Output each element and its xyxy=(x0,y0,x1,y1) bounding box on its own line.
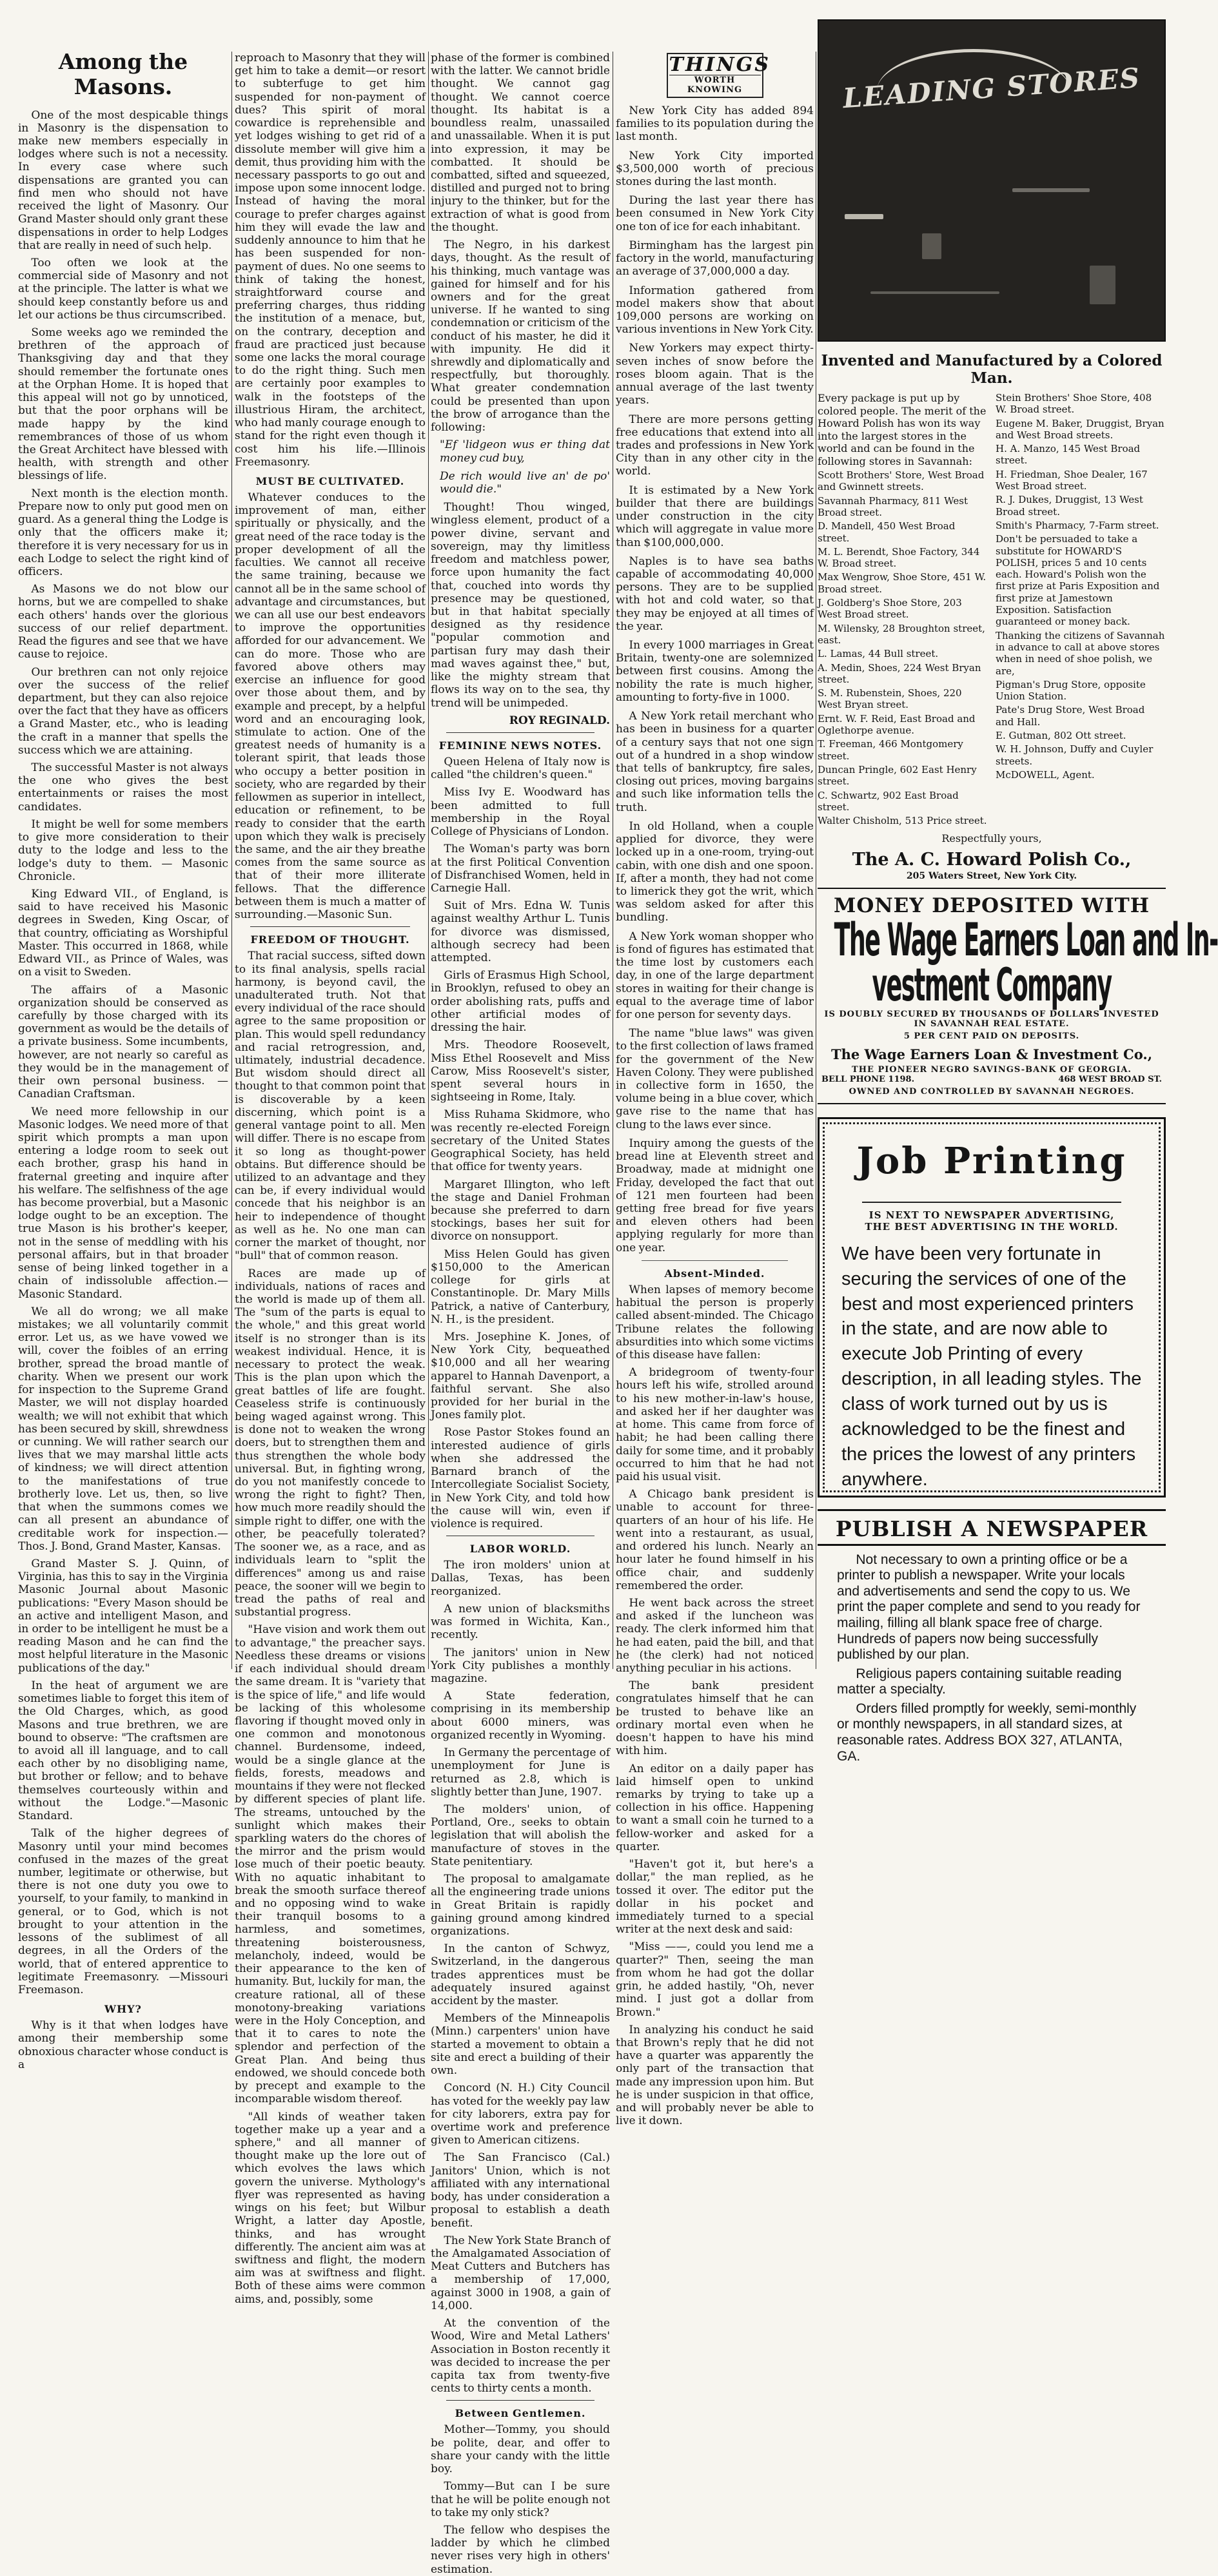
polish-ad-headline: Invented and Manufactured by a Colored Man. xyxy=(821,352,1163,387)
paragraph: Miss Ruhama Skidmore, who was recently re-elected Foreign secretary of the United States Geographical Society, has held that office for twenty years. xyxy=(431,1108,610,1174)
paragraph: When lapses of memory become habitual the person is properly called absent-minded. The Chicago Tribune relates the following absurdities into which some victims of this disease have fallen: xyxy=(616,1283,814,1361)
store-listing: McDOWELL, Agent. xyxy=(996,768,1095,781)
paragraph: Concord (N. H.) City Council has voted for the weekly pay law for city laborers, extra pay for overtime work and preference given to American citizens. xyxy=(431,2082,610,2147)
paragraph: The janitors' union in New York City publishes a monthly magazine. xyxy=(431,1646,610,1685)
store-listing: D. Mandell, 450 West Broad street. xyxy=(818,520,956,544)
store-listing: Pate's Drug Store, West Broad and Hall. xyxy=(996,704,1145,728)
paragraph: The iron molders' union at Dallas, Texas, has been reorganized. xyxy=(431,1559,610,1598)
store-listing: H. Friedman, Shoe Dealer, 167 West Broad street. xyxy=(996,468,1148,493)
list-item: The name "blue laws" was given to the first collection of laws framed for the government of the New Haven Colony. They were published in collective form in 1650, the volume being in a blue cover, which gave rise to the name that has clung to the laws ever since. xyxy=(616,1027,814,1131)
column-three xyxy=(431,52,610,2576)
bank-contact-row xyxy=(818,1075,1166,1084)
store-listing: Stein Brothers' Shoe Store, 408 W. Broad street. xyxy=(996,392,1152,416)
company-address: 205 Waters Street, New York City. xyxy=(906,871,1077,882)
divider xyxy=(642,1260,788,1261)
bank-ownership: OWNED AND CONTROLLED BY SAVANNAH NEGROES. xyxy=(849,1086,1135,1097)
job-printing-advertisement xyxy=(818,1117,1166,1498)
paragraph: reproach to Masonry that they will get him to take a demit—or resort to subterfuge to get him suspended for non-payment of dues? This spirit of moral cowardice is reprehensible and yet lodges wishing to get rid of a dissolute member will give him a demit, thus providing him with the necessary passports to go out and impose upon some innocent lodge. Instead of having the moral courage to prefer charges against him they will evade the law and suddenly announce to him that he has been suspended for non-payment of dues. No one seems to think of taking the honest, straightforward course and preferring charges, thus ridding the institution of a menace, but, on the contrary, deception and fraud are practiced just because some one lacks the moral courage to do the right thing. Such men are certainly poor examples to walk in the footsteps of the illustrious Hiram, the architect, who had manly courage enough to stand for the right even though it cost him his life.—Illinois Freemasonry. xyxy=(235,52,426,469)
list-item: Birmingham has the largest pin factory in the world, manufacturing an average of 37,000,000 a day. xyxy=(616,239,814,278)
paragraph: Orders filled promptly for weekly, semi-monthly or monthly newspapers, in all standard sizes, at reasonable rates. Address BOX 327, ATLANTA, GA. xyxy=(837,1701,1137,1764)
paragraph: In the heat of argument we are sometimes liable to forget this item of the Old Charges, which, as good Masons and true brethren, we are bound to observe: "The craftsmen are to avoid all ill language, and to call each other by no disobliging name, but brother or fellow; and to behave themselves courteously within and without the Lodge."—Masonic Standard. xyxy=(18,1679,228,1823)
store-listing: M. Wilensky, 28 Broughton street, east. xyxy=(818,622,985,646)
section-heading: WHY? xyxy=(104,2003,142,2016)
paragraph: One of the most despicable things in Masonry is the dispensation to make new members especially in lodges where such is not a necessity. In every case where such dispensations are granted you can find men who should not have received the light of Masonry. Our Grand Master should only grant these dispensations in order to help Lodges that are really in need of such help. xyxy=(18,108,228,252)
paragraph: That racial success, sifted down to its final analysis, spells racial harmony, is beyond cavil, the unadulterated truth. Not that every individual of the race should agree to the same proposition or plan. This would spell redundancy and racial retrogression, and, ultimately, industrial decadence. But wisdom should direct all thought to that common point that is discoverable by a keen discerning, which point is a general vantage point to all. Men will differ. There is no escape from it so long as thought-power obtains. But difference should be utilized to an advantage and they can be, if every individual would concede that his neighbor is an heir to independence of thought as well as he. No one man can corner the market of thought, nor "bull" that of common reason. xyxy=(235,950,426,1263)
photo-detail xyxy=(922,233,941,259)
polish-ad-body xyxy=(818,392,1166,828)
paragraph: Thought! Thou winged, wingless element, product of a power divine, servant and sovereign, may thy limitless freedom and matchless power, force upon humanity the fact that, couched into words thy presence may be questioned, but in that habitat specially designed as thy residence "popular commotion and partisan fury may dash their mad waves against thee," but, like the mighty stream that flows its way on to the sea, thy trend will be unimpeded. xyxy=(431,501,610,710)
paragraph: Races are made up of individuals, nations of races and the world is made up of them all. The "sum of the parts is equal to the whole," and this great world itself is no stronger than is its weakest individual. Hence, it is necessary to protect the weak. This is the plan upon which the great battles of life are fought. Ceaseless strife is continuously being waged against wrong. This is done not to weaken the wrong doers, but to strengthen them and thus strengthen the whole body universal. But, in fighting wrong, do you not manifestly concede to wrong the right to fight? Then, how much more readily should the simple right to differ, one with the other, be peacefully tolerated? The sooner we, as a race, and as individuals learn to "split the differences" among us and raise peace, the sooner will we begin to tread the paths of real and substantial progress. xyxy=(235,1267,426,1619)
photo-detail xyxy=(1090,266,1115,304)
things-worth-knowing-header xyxy=(667,53,771,98)
section-heading: FEMININE NEWS NOTES. xyxy=(438,739,602,752)
store-listing: Thanking the citizens of Savannah in advance to call at above stores when in need of shoe polish, we are, xyxy=(996,629,1165,677)
divider xyxy=(446,2400,594,2401)
list-item: Naples is to have sea baths capable of accommodating 40,000 persons. They are to be supplied with hot and cold water, so that they may be enjoyed at all times of the year. xyxy=(616,554,814,633)
header-subtitle: WORTH KNOWING xyxy=(669,75,761,95)
paragraph: The affairs of a Masonic organization should be conserved as carefully by those charged with its government as would be the details of a private business. Some incumbents, however, are not nearly so careful as they would be in the management of their own personal business. — Canadian Craftsman. xyxy=(18,983,228,1101)
list-item: In old Holland, when a couple applied for divorce, they were locked up in a one-room, trying-out cabin, with one dish and one spoon. If, after a month, they had not come to limerick they got the writ, which was seldom asked for after this bundling. xyxy=(616,819,814,924)
paragraph: Some weeks ago we reminded the brethren of the approach of Thanksgiving day and that they should remember the fortunate ones at the Orphan Home. It is hoped that this appeal will not go by unnoticed, but that the poor orphans will be made happy by the kind remembrances of those of us whom the Great Architect have blessed with health, with strength and other blessings of life. xyxy=(18,326,228,483)
paragraph: The San Francisco (Cal.) Janitors' Union, which is not affiliated with any international body, has under consideration a proposal to establish a death benefit. xyxy=(431,2151,610,2230)
section-heading: FREEDOM OF THOUGHT. xyxy=(250,933,410,946)
job-printing-title: Job Printing xyxy=(856,1139,1127,1182)
bank-ad-security: IS DOUBLY SECURED BY THOUSANDS OF DOLLARS INVESTED IN SAVANNAH REAL ESTATE. xyxy=(824,1009,1159,1029)
paragraph: Girls of Erasmus High School, in Brooklyn, refused to obey an order abolishing rats, puffs and other artificial modes of dressing the hair. xyxy=(431,969,610,1035)
section-heading: MUST BE CULTIVATED. xyxy=(255,475,405,487)
paragraph: A bridegroom of twenty-four hours left his wife, strolled around to his new mother-in-law's house, and asked her if her daughter was at home. This came from force of habit; he had been calling there daily for some time, and it probably occurred to him that he had not paid his usual visit. xyxy=(616,1366,814,1483)
bank-name-line-2: vestment Company xyxy=(872,958,1112,1011)
paragraph: Not necessary to own a printing office or be a printer to publish a newspaper. Write your locals and advertisements and send the copy to us. We print the paper complete and send to you ready for mailing, filling all blank space free of charge. Hundreds of papers now being successfully published by our plan. xyxy=(837,1552,1141,1663)
paragraph: The New York State Branch of the Amalgamated Association of Meat Cutters and Butchers has a membership of 17,000, against 3000 in 1908, a gain of 14,000. xyxy=(431,2234,610,2312)
paragraph: Mother—Tommy, you should be polite, dear, and offer to share your candy with the little boy. xyxy=(431,2423,610,2476)
paragraph: Miss Helen Gould has given $150,000 to the American college for girls at Constantinople. Dr. Mary Mills Patrick, a native of Canterbury, N. H., is the president. xyxy=(431,1247,610,1326)
paragraph: phase of the former is combined with the latter. We cannot bridle thought. We cannot gag thought. We cannot coerce thought. Its habitat is a boundless realm, unassailed and unassailable. When it is put into expression, it may be combatted. It should be combatted, sifted and squeezed, distilled and purged not to bring injury to the thinker, but for the extraction of what is good from the thought. xyxy=(431,52,610,234)
store-listing: Scott Brothers' Store, West Broad and Gwinnett streets. xyxy=(818,469,985,493)
paragraph: A new union of blacksmiths was formed in Wichita, Kan., recently. xyxy=(431,1602,610,1642)
store-listing: A. Medin, Shoes, 224 West Bryan street. xyxy=(818,661,981,685)
paragraph: The Negro, in his darkest days, thought. As the result of his thinking, much vantage was gained for himself and for his owners and for the great universe. If he wanted to sing condemnation or criticism of the conduct of his master, he did it with impunity. He did it shrewdly and diplomatically and respectfully, but thoroughly. What greater condemnation could be presented than upon the brow of arrogance than the following: xyxy=(431,239,610,434)
divider xyxy=(818,1544,1166,1546)
paragraph: As Masons we do not blow our horns, but we are compelled to shake each others' hands over the glorious success of our relief department. Read the figures and see that we have cause to rejoice. xyxy=(18,583,228,661)
divider xyxy=(250,926,410,927)
paragraph: We all do wrong; we all make mistakes; we all voluntarily commit error. Let us, as we have vowed we will, cover the foibles of an erring brother, spread the broad mantle of charity. When we present our work for inspection to the Supreme Grand Master, we will not display hoarded wealth; we will not exhibit that which has been secured by skill, shrewdness or cunning. We will rather search our lives that we may marshal little acts of kindness; we will direct attention to the manifestations of true brotherly love. Let us, then, so live that when the summons comes we can all present an abundance of creditable work for inspection.—Thos. J. Bond, Grand Master, Kansas. xyxy=(18,1305,228,1553)
paragraph: Talk of the higher degrees of Masonry until your mind becomes confused in the mazes of the great number, legitimate or otherwise, but there is not one duty you owe to yourself, to your family, to mankind in general, or to God, which is not brought to your attention in the lessons of the sublimest of all degrees, in all the Orders of the world, that of entered apprentice to legitimate Freemasonry. —Missouri Freemason. xyxy=(18,1827,228,1996)
list-item: In every 1000 marriages in Great Britain, twenty-one are solemnized between first cousins. Among the nobility the rate is much higher, amounting to forty-five in 1000. xyxy=(616,639,814,704)
bank-ad-headline: MONEY DEPOSITED WITH xyxy=(834,894,1150,918)
list-item: A New York retail merchant who has been in business for a quarter of a century says that not one sign out of a hundred in a shop window that tells of bankruptcy, fire sales, closing out prices, moving bargains and such like information tells the truth. xyxy=(616,710,814,814)
list-item: New Yorkers may expect thirty-seven inches of snow before the roses bloom again. That is the annual average of the last twenty years. xyxy=(616,342,814,407)
verse-line: De rich would live an' de po' would die." xyxy=(440,469,610,496)
list-item: During the last year there has been consumed in New York City one ton of ice for each inhabitant. xyxy=(616,194,814,233)
list-item: It is estimated by a New York builder that there are buildings under construction in the city which will aggregate in value more than $100,000,000. xyxy=(616,483,814,549)
company-name: The A. C. Howard Polish Co., xyxy=(852,850,1132,870)
paragraph: The bank president congratulates himself that he can be trusted to behave like an ordinary mortal even when he doesn't happen to have his mind with him. xyxy=(616,1679,814,1758)
paragraph: Miss Ivy E. Woodward has been admitted to full membership in the Royal College of Physicians of London. xyxy=(431,786,610,839)
paragraph: "Haven't got it, but here's a dollar," the man replied, as he tossed it over. The editor put the dollar in his pocket and immediately turned to a special writer at the next desk and said: xyxy=(616,1858,814,1937)
paragraph: It might be well for some members to give more consideration to their duty to the lodge and less to the lodge's duty to them. — Masonic Chronicle. xyxy=(18,817,228,883)
store-listing: C. Schwartz, 902 East Broad street. xyxy=(818,789,959,813)
paragraph: Rose Pastor Stokes found an interested audience of girls when she addressed the Barnard branch of the Intercollegiate Socialist Society, in New York City, and told how the cause will win, even if violence is required. xyxy=(431,1426,610,1530)
bank-advertisement xyxy=(818,888,1218,1104)
ad-closing: Respectfully yours, xyxy=(941,832,1042,845)
paragraph: Suit of Mrs. Edna W. Tunis against wealthy Arthur L. Tunis for divorce was dismissed, although secrecy had been attempted. xyxy=(431,899,610,965)
paragraph: Religious papers containing suitable reading matter a specialty. xyxy=(837,1666,1122,1697)
paragraph: "All kinds of weather taken together make up a year and a sphere," and all manner of thought make up the lore out of which evolves the laws which govern the universe. Mythology's flyer was represented as having wings on his feet; but Wilbur Wright, a latter day Apostle, thinks, and has wrought differently. The ancient aim was at swiftness and flight, the modern aim was at swiftness and flight. Both of these aims were common aims, and, possibly, some xyxy=(235,2110,426,2306)
list-item: There are more persons getting free educations that extend into all trades and professions in New York City than in any other city in the world. xyxy=(616,413,814,478)
list-item: New York City imported $3,500,000 worth of precious stones during the last month. xyxy=(616,149,814,189)
bank-company-name: The Wage Earners Loan & Investment Co., xyxy=(830,1046,1153,1062)
list-item: Inquiry among the guests of the bread line at Eleventh street and Broadway, made at midnight one Friday, developed the fact that out of 121 men fourteen had been getting free bread for five years and eleven others had been applying regularly for more than one year. xyxy=(616,1137,814,1254)
leading-stores-photo xyxy=(818,19,1166,342)
paragraph: He went back across the street and asked if the luncheon was ready. The clerk informed him that he had eaten, paid the bill, and that he (the clerk) had not noticed anything peculiar in his actions. xyxy=(616,1596,814,1675)
store-listing: R. J. Dukes, Druggist, 13 West Broad street. xyxy=(996,494,1143,518)
bank-phone: BELL PHONE 1198. xyxy=(821,1074,915,1084)
paragraph: The molders' union, of Portland, Ore., seeks to obtain legislation that will abolish the manufacture of stoves in the State penitentiary. xyxy=(431,1802,610,1868)
photo-detail xyxy=(845,214,883,219)
publish-newspaper-advertisement xyxy=(818,1509,1166,1764)
column-rule xyxy=(231,52,232,1669)
bank-pioneer: THE PIONEER NEGRO SAVINGS-BANK OF GEORGIA. xyxy=(852,1064,1132,1075)
store-listing: S. M. Rubenstein, Shoes, 220 West Bryan street. xyxy=(818,687,962,711)
byline: ROY REGINALD. xyxy=(509,714,610,727)
job-printing-body: We have been very fortunate in securing the services of one of the best and most experienced printers in the state, and are now able to execute Job Printing of every description, in all leading styles. The class of work turned out by us is acknowledged to be the finest and the prices the lowest of any printers anywhere. xyxy=(841,1243,1142,1490)
advertisements-column xyxy=(818,19,1218,1764)
paragraph: Margaret Illington, who left the stage and Daniel Frohman because she preferred to darn stockings, bases her suit for divorce on nonsupport. xyxy=(431,1178,610,1244)
store-listing: M. L. Berendt, Shoe Factory, 344 W. Broad street. xyxy=(818,545,980,570)
store-listing: Max Wengrow, Shoe Store, 451 W. Broad street. xyxy=(818,571,987,595)
bank-address: 468 WEST BROAD ST. xyxy=(1058,1074,1162,1084)
bank-ad-interest: 5 PER CENT PAID ON DEPOSITS. xyxy=(903,1031,1080,1041)
paragraph: An editor on a daily paper has laid himself open to unkind remarks by trying to take up a collection in his office. Happening to want a small coin he turned to a fellow-worker and asked for a quarter. xyxy=(616,1762,814,1853)
store-listing: Ernt. W. F. Reid, East Broad and Oglethorpe avenue. xyxy=(818,712,976,737)
store-listing: J. Goldberg's Shoe Store, 203 West Broad street. xyxy=(818,597,962,621)
paragraph: "Miss ——, could you lend me a quarter?" Then, seeing the man from whom he had got the dollar grin, he added hastily, "Oh, never mind. I just got a dollar from Brown." xyxy=(616,1940,814,2019)
paragraph: The fellow who despises the ladder by which he climbed never rises very high in others' estimation. xyxy=(431,2523,610,2576)
paragraph: Queen Helena of Italy now is called "the children's queen." xyxy=(431,755,610,782)
paragraph: Next month is the election month. Prepare now to only put good men on guard. As a general thing the Lodge is only that the officers make it; therefore it is very necessary for us in each Lodge to select the right kind of officers. xyxy=(18,487,228,578)
store-list-left xyxy=(818,392,988,828)
paragraph: In Germany the percentage of unemployment for June is returned as 2.8, which is slightly better than June, 1907. xyxy=(431,1746,610,1799)
store-listing: H. A. Manzo, 145 West Broad street. xyxy=(996,443,1141,467)
section-heading: LABOR WORLD. xyxy=(469,1543,571,1556)
paragraph: Tommy—But can I be sure that he will be polite enough not to take my only stick? xyxy=(431,2480,610,2519)
list-item: A New York woman shopper who is fond of figures has estimated that the time lost by customers each day, in one of the large department stores in waiting for their change is equal to the average time of labor for one person for seventy days. xyxy=(616,930,814,1021)
paragraph: In analyzing his conduct he said that Brown's reply that he did not have a quarter was apparently the only part of the transaction that made any impression upon him. But he is under suspicion in that office, and will probably never be able to live it down. xyxy=(616,2023,814,2128)
store-listing: Savannah Pharmacy, 811 West Broad street. xyxy=(818,494,968,518)
paragraph: A Chicago bank president is unable to account for three-quarters of an hour of his life. He went into a restaurant, as usual, and ordered his lunch. Nearly an hour later he found himself in his office chair, and suddenly remembered the order. xyxy=(616,1488,814,1592)
bank-name-line-1: The Wage Earners Loan and In- xyxy=(834,913,1218,967)
store-listing: W. H. Johnson, Duffy and Cuyler streets. xyxy=(996,743,1154,767)
divider xyxy=(862,1202,1121,1203)
paragraph: Why is it that when lodges have among their membership some obnoxious character whose conduct is a xyxy=(18,2019,228,2071)
store-listing: Eugene M. Baker, Druggist, Bryan and West Broad streets. xyxy=(996,417,1164,441)
section-heading: Between Gentlemen. xyxy=(455,2407,586,2420)
polish-ad-intro: Every package is put up by colored people. The merit of the Howard Polish has won its way into the largest stores in the world and can be found in the following stores in Savannah: xyxy=(818,392,987,467)
job-printing-tagline: IS NEXT TO NEWSPAPER ADVERTISING, xyxy=(869,1209,1115,1221)
column-rule xyxy=(428,52,429,1669)
paragraph: Too often we look at the commercial side of Masonry and not at the principle. The latter is what we should keep constantly before us and let our actions be thus circumscribed. xyxy=(18,256,228,322)
paragraph: "Have vision and work them out to advantage," the preacher says. Needless these dreams or visions if each individual should dream the same dream. It is "variety that is the spice of life," and life would be lacking of this wholesome flavoring if thought moved only in one common and monotonous channel. Burdensome, indeed, would be a single glance at the fields, forests, meadows and mountains if they were not flecked by different species of plant life. The streams, untouched by the sunlight which makes their sparkling waters do the chores of the mirror and the prism would lose much of their poetic beauty. With no aquatic inhabitant to break the smooth surface thereof and no opposing wind to wake their tranquil bosoms to a harmless, and sometimes, threatening boisterousness, melancholy, indeed, would be their appearance to the ken of humanity. But, luckily for man, the creature rational, all of these monotony-breaking variations were in the Holy Conception, and that it to cares to note the splendor and perfection of the Great Plan. And being thus endowed, we should concede both by precept and example to the incomparable wisdom thereof. xyxy=(235,1623,426,2106)
store-listing: Don't be persuaded to take a substitute for HOWARD'S POLISH, prices 5 and 10 cents each. Howard's Polish won the first prize at Paris Exposition and first prize at Jamestown Exposition. Satisfaction guaranteed or money back. xyxy=(996,533,1160,628)
section-heading: Absent-Minded. xyxy=(664,1267,765,1280)
paragraph: King Edward VII., of England, is said to have received his Masonic degrees in Sweden, King Oscar, of that country, officiating as Worshipful Master. This occurred in 1868, while Edward VII., as Prince of Wales, was on a visit to Sweden. xyxy=(18,888,228,979)
column-things-worth-knowing xyxy=(616,52,814,2128)
store-list-right xyxy=(996,392,1166,828)
list-item: Information gathered from model makers show that about 109,000 persons are working on various inventions in New York City. xyxy=(616,284,814,337)
column-among-the-masons xyxy=(18,49,228,2071)
paragraph: We need more fellowship in our Masonic lodges. We need more of that spirit which prompts a man upon entering a lodge room to seek out each brother, grasp his hand in fraternal greeting and inquire after his welfare. The selfishness of the age has become proverbial, but a Masonic lodge ought to be an exception. The true Mason is his brother's keeper, not in the sense of meddling with his personal affairs, but in that broader sense of being linked together in a chain of indissoluble affection.—Masonic Standard. xyxy=(18,1105,228,1301)
paragraph: In the canton of Schwyz, Switzerland, in the dangerous trades apprentices must be adequately insured against accident by the master. xyxy=(431,1942,610,2008)
paragraph: The successful Master is not always the one who gives the best entertainments or raises the most candidates. xyxy=(18,761,228,814)
publish-newspaper-title: PUBLISH A NEWSPAPER xyxy=(835,1516,1148,1541)
paragraph: Our brethren can not only rejoice over the success of the relief department, but they can also rejoice over the fact that they have as officers a Grand Master, etc., who is leading the craft in a manner that spells the success which we are attaining. xyxy=(18,665,228,757)
divider xyxy=(446,732,594,733)
column-two xyxy=(235,52,426,2306)
paragraph: Whatever conduces to the improvement of man, either spiritually or physically, and the great need of the race today is the proper development of all the faculties. We cannot all receive the same training, because we cannot all be in the same school of advantage and circumstances, but we can all use our best endeavors to improve the opportunities afforded for our advancement. We can do more. Those who are favored above others may exercise an influence for good over those about them, and by example and precept, by a helpful word and an encouraging look, stimulate to action. One of the greatest needs of humanity is a tolerant spirit, that leads those who occupy a better position in society, who are regarded by their fellowmen as superior in intellect, education or refinement, to be ready to consider that the earth upon which they walk is precisely the same, and the air they breathe comes from the same source as that of their more illiterate fellows. That the difference between them is much a matter of surrounding.—Masonic Sun. xyxy=(235,491,426,922)
paragraph: Mrs. Josephine K. Jones, of New York City, bequeathed $10,000 and all her wearing apparel to Hannah Davenport, a faithful servant. She also provided for her burial in the Jones family plot. xyxy=(431,1330,610,1422)
list-item: New York City has added 894 families to its population during the last month. xyxy=(616,104,814,144)
paragraph: A State federation, comprising in its membership about 6000 miners, was organized recently in Wyoming. xyxy=(431,1690,610,1742)
store-listing: L. Lamas, 44 Bull street. xyxy=(818,648,939,660)
photo-detail xyxy=(870,291,999,294)
paragraph: Members of the Minneapolis (Minn.) carpenters' union have started a movement to obtain a site and erect a building of their own. xyxy=(431,2012,610,2078)
verse-line: "Ef 'lidgeon wus er thing dat money cud buy, xyxy=(440,438,610,465)
photo-detail xyxy=(1012,188,1090,192)
paragraph: Mrs. Theodore Roosevelt, Miss Ethel Roosevelt and Miss Carow, Miss Roosevelt's sister, spent several hours in sightseeing in Rome, Italy. xyxy=(431,1039,610,1104)
article-title: Among the Masons. xyxy=(58,49,188,100)
job-printing-tagline: THE BEST ADVERTISING IN THE WORLD. xyxy=(865,1220,1119,1233)
store-listing: Pigman's Drug Store, opposite Union Station. xyxy=(996,678,1146,703)
storefront-sign: LEADING STORES xyxy=(841,61,1142,115)
header-word: THINGS xyxy=(669,54,771,76)
paragraph: The proposal to amalgamate all the engineering trade unions in Great Britain is rapidly gaining ground among kindred organizations. xyxy=(431,1873,610,1938)
store-listing: Duncan Pringle, 602 East Henry street. xyxy=(818,763,977,788)
store-listing: Walter Chisholm, 513 Price street. xyxy=(818,815,987,827)
paragraph: The Woman's party was born at the first Political Convention of Disfranchised Women, held in Carnegie Hall. xyxy=(431,843,610,895)
paragraph: At the convention of the Wood, Wire and Metal Lathers' Association in Boston recently it was decided to increase the per capita tax from twenty-five cents to thirty cents a month. xyxy=(431,2317,610,2395)
store-listing: T. Freeman, 466 Montgomery street. xyxy=(818,738,963,762)
store-listing: Smith's Pharmacy, 7-Farm street. xyxy=(996,519,1159,531)
paragraph: Grand Master S. J. Quinn, of Virginia, has this to say in the Virginia Masonic Journal about Masonic publications: "Every Mason should be an active and intelligent Mason, and in order to be intelligent he must be a reading Mason and he can find the most helpful literature in the Masonic publications of the day." xyxy=(18,1557,228,1675)
store-listing: E. Gutman, 802 Ott street. xyxy=(996,730,1126,742)
